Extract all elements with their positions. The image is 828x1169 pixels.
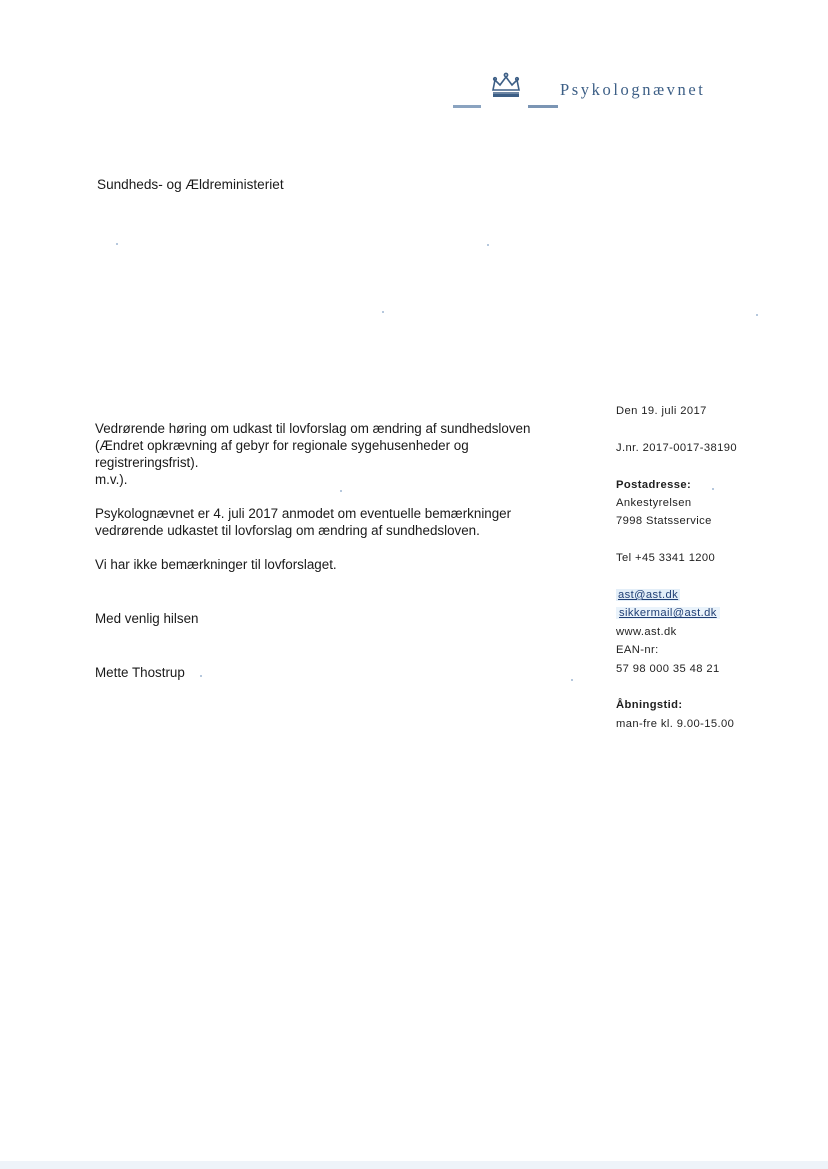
journal-number: J.nr. 2017-0017-38190 <box>616 441 737 454</box>
postal-city: 7998 Statsservice <box>616 515 712 528</box>
ean-number: 57 98 000 35 48 21 <box>616 662 720 675</box>
phone-number: Tel +45 3341 1200 <box>616 552 716 565</box>
scan-speck <box>571 679 573 681</box>
ean-label: EAN-nr: <box>616 644 659 657</box>
postal-name: Ankestyrelsen <box>616 497 692 509</box>
subject-line: Vedrørende høring om udkast til lovforslag om ændring af sundhedsloven <box>95 421 531 436</box>
subject-line: registreringsfrist). <box>95 455 199 470</box>
scan-speck <box>116 243 118 245</box>
scan-speck <box>712 488 714 490</box>
opening-hours: man-fre kl. 9.00-15.00 <box>616 717 735 730</box>
website: www.ast.dk <box>616 625 677 638</box>
postal-label: Postadresse: <box>616 478 692 491</box>
hours-label: Åbningstid: <box>616 699 683 712</box>
sidebar-info <box>616 402 806 733</box>
closing: Med venlig hilsen <box>95 611 199 626</box>
scan-speck <box>382 311 384 313</box>
crown-icon <box>490 72 522 98</box>
subject <box>95 420 595 488</box>
recipient: Sundheds- og Ældreministeriet <box>97 177 284 192</box>
subject-line: m.v.). <box>95 472 128 487</box>
letter-body <box>95 420 595 681</box>
secure-email-link[interactable]: sikkermail@ast.dk <box>616 607 720 619</box>
paragraph-request <box>95 505 595 539</box>
paragraph-line: vedrørende udkastet til lovforslag om ændring af sundhedsloven. <box>95 523 480 538</box>
email-link[interactable]: ast@ast.dk <box>618 589 679 601</box>
letter-date: Den 19. juli 2017 <box>616 405 707 417</box>
scan-edge <box>0 1161 828 1169</box>
scan-speck <box>200 675 202 677</box>
scan-speck <box>487 244 489 246</box>
signature: Mette Thostrup <box>95 665 185 680</box>
brand-bar-right <box>528 105 558 108</box>
scan-speck <box>756 314 758 316</box>
paragraph-line: Psykolognævnet er 4. juli 2017 anmodet om eventuelle bemærkninger <box>95 506 512 521</box>
brand-bar-left <box>453 105 481 108</box>
org-name: Psykolognævnet <box>560 80 706 99</box>
subject-line: (Ændret opkrævning af gebyr for regionale sygehusenheder og <box>95 438 469 453</box>
scan-speck <box>340 490 342 492</box>
paragraph-response: Vi har ikke bemærkninger til lovforslaget. <box>95 557 337 572</box>
